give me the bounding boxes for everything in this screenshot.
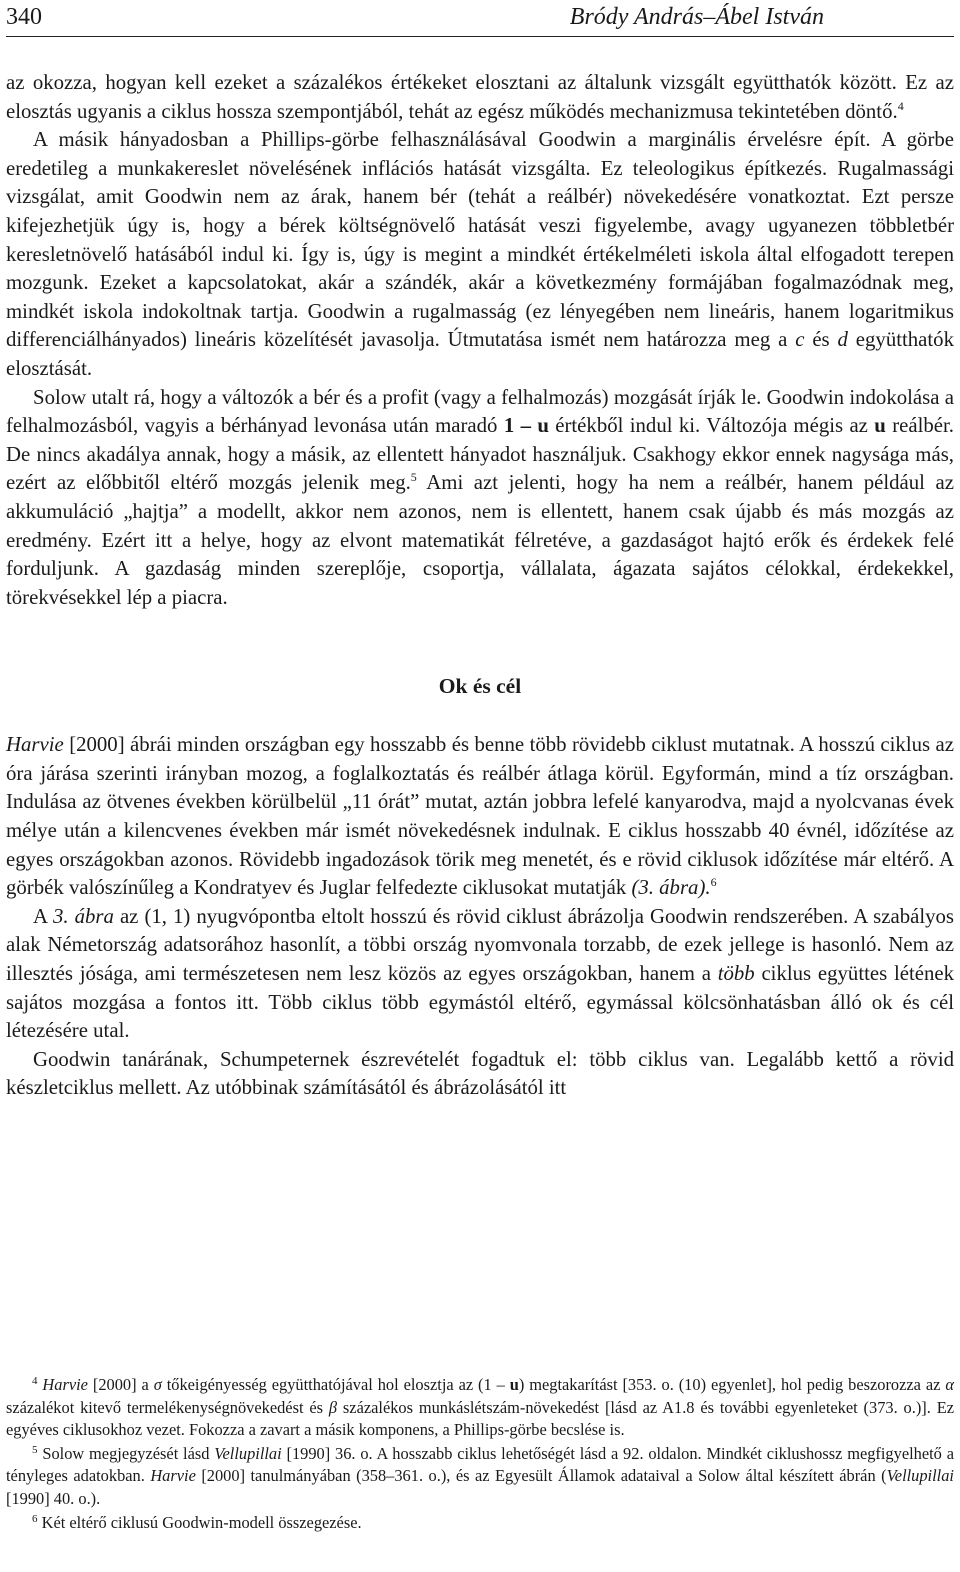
paragraph-text: ciklus együttes létének sajátos mozgása a fontos itt. Több ciklus több egymástól eltérő, egymással kölcsönhatásban álló ok és cél létezésére utal. bbox=[6, 962, 955, 1043]
footnote-number: 4 bbox=[32, 1375, 38, 1387]
body-text bbox=[6, 69, 954, 1103]
page-header bbox=[6, 0, 954, 37]
paragraph-text: [2000] ábrái minden országban egy hosszabb és benne több rövidebb ciklust mutatnak. A hosszú ciklus az óra járása szerinti irányban mozog, a foglalkoztatás és reálbér átlaga körül. Egyformán, mind a tíz országban. Indulása az ötvenes években körülbelül „11 órát” mutat, aztán jobbra lefelé kanyarodva, majd a nyolcvanas évek mélye után a kilencvenes években már ismét növekedésnek indulnak. E ciklus hosszabb 40 évnél, időzítése az egyes országokban azonos. Rövidebb ingadozások törik meg menetét, és e rövid ciklusok időzítése már eltérő. A görbék valószínűleg a Kondratyev és Juglar felfedezte ciklusokat mutatják bbox=[6, 733, 954, 900]
footnote-ref[interactable]: 5 bbox=[410, 470, 417, 485]
figure-reference[interactable]: (3. ábra). bbox=[631, 876, 711, 900]
footnote-5 bbox=[6, 1443, 954, 1511]
page bbox=[6, 0, 954, 1103]
page-number: 340 bbox=[6, 4, 42, 30]
paragraph bbox=[6, 69, 954, 126]
paragraph-text: reálbér. De nincs akadálya annak, hogy a másik, az ellentett hányadot használjuk. Csakhogy ekkor ennek nagysága más, ezért az előbbitől eltérő mozgás jelenik meg. bbox=[6, 414, 954, 495]
footnote-6 bbox=[6, 1512, 954, 1535]
footnote-text: Két eltérő ciklusú Goodwin-modell összegezése. bbox=[41, 1512, 362, 1532]
variable-d: d bbox=[837, 328, 848, 352]
running-title: Bródy András–Ábel István bbox=[569, 4, 824, 30]
paragraph-text: A bbox=[33, 904, 47, 928]
author-name: Harvie bbox=[42, 1375, 88, 1394]
figure-reference[interactable]: 3. ábra bbox=[52, 904, 114, 928]
paragraph-text: együtthatók elosztását. bbox=[6, 328, 954, 380]
footnote-number: 6 bbox=[32, 1512, 38, 1525]
paragraph bbox=[6, 731, 954, 903]
paragraph-text: A másik hányadosban a Phillips-görbe felhasználásával Goodwin a marginális érvelésre épít. A görbe eredetileg a munkakereslet növelésének inflációs hatását vizsgálta. Ez teleologikus építkezés. Rugalmassági vizsgálat, amit Goodwin nem az árak, hanem bér (tehát a reálbér) növekedésére vonatkoztat. Ezt persze kifejezhetjük úgy is, hogy a bérek költségnövelő hatását veszi figyelembe, avagy ugyanezen többletbér keresletnövelő hatásából indul ki. Így is, úgy is megint a mindkét értékelméleti iskola által elfogadott terepen mozgunk. Ezeket a kapcsolatokat, akár a szándék, akár a következmény formájában fogalmazódnak meg, mindkét iskola indokoltnak tartja. Goodwin a rugalmasság (ez lényegében nem lineáris, hanem logaritmikus differenciálhányados) lineáris közelítését javasolja. Útmutatása ismét nem határozza meg a bbox=[6, 128, 954, 352]
paragraph-text: értékből indul ki. Változója mégis az bbox=[555, 414, 868, 438]
paragraph-text: az okozza, hogyan kell ezeket a százalékos értékeket elosztani az általunk vizsgált együtthatók között. Ez az elosztás ugyanis a ciklus hossza szempontjából, tehát az egész működés mechanizmusa tekintetében döntő. bbox=[6, 71, 954, 123]
paragraph-text: Ami azt jelenti, hogy ha nem a reálbér, hanem például az akkumuláció „hajtja” a modellt, akkor nem azonos, nem is ellentett, hanem csak újabb és más mozgás az eredmény. Ezért itt a helye, hogy az elvont matematikát félretéve, a gazdaságot hajtó erők és érdekek felé forduljunk. A gazdaság minden szereplője, csoportja, vállalata, ágazata sajátos célokkal, érdekekkel, törekvésekkel lép a piacra. bbox=[6, 471, 954, 609]
footnote-text: [1990] 40. o.). bbox=[6, 1488, 101, 1508]
variable-u: u bbox=[509, 1375, 519, 1394]
paragraph bbox=[6, 126, 954, 383]
variable-c: c bbox=[795, 328, 805, 352]
footnote-text: százalékos munkáslétszám-növekedést [lásd az A1.8 és további egyenleteket (373. o.)]. Ez egyéves ciklusokhoz vezet. Fokozza a zavart a másik komponens, a Phillips-görbe becslése is. bbox=[6, 1397, 954, 1440]
paragraph-text: Solow utalt rá, hogy a változók a bér és a profit (vagy a felhalmozás) mozgását írják le. Goodwin indokolása a felhalmozásból, vagyis a bérhányad levonása után maradó bbox=[6, 385, 954, 438]
footnote-text: [1990] 36. o. A hosszabb ciklus lehetőségét lásd a 92. oldalon. Mindkét ciklushossz megfigyelhető a tényleges adatokban. bbox=[6, 1443, 954, 1486]
footnote-4 bbox=[6, 1374, 954, 1442]
paragraph bbox=[6, 384, 954, 613]
footnote-text: Solow megjegyzését lásd bbox=[42, 1443, 210, 1463]
author-name: Harvie bbox=[150, 1466, 196, 1486]
footnote-ref[interactable]: 4 bbox=[897, 98, 904, 113]
variable-u: u bbox=[874, 414, 886, 438]
footnote-text: százalékot kitevő termelékenységnövekedést és bbox=[6, 1397, 324, 1417]
paragraph-text: az (1, 1) nyugvópontba eltolt hosszú és rövid ciklust ábrázolja Goodwin rendszerében. A szabályos alak Németország adatsorához hasonlít, a többi ország nyomvonala torzabb, de ezek jellege is hasonló. Nem az illesztés jósága, ami természetesen nem lesz közös az egyes országokban, hanem a bbox=[6, 904, 955, 986]
footnote-text: [2000] tanulmányában (358–361. o.), és az Egyesült Államok adataival a Solow által készített ábrán ( bbox=[201, 1466, 887, 1486]
paragraph bbox=[6, 1046, 954, 1103]
author-name: Vellupillai bbox=[886, 1466, 954, 1486]
symbol-beta: β bbox=[328, 1397, 338, 1417]
emphasis: több bbox=[717, 962, 755, 986]
footnote-text: ) megtakarítást [353. o. (10) egyenlet], hol pedig beszorozza az bbox=[518, 1375, 941, 1394]
math-expression: 1 – u bbox=[503, 414, 549, 438]
paragraph bbox=[6, 903, 954, 1046]
author-name: Vellupillai bbox=[214, 1443, 282, 1463]
footnote-number: 5 bbox=[32, 1443, 38, 1456]
footnote-ref[interactable]: 6 bbox=[710, 875, 717, 890]
footnote-text: [2000] a bbox=[92, 1375, 149, 1394]
paragraph-text: és bbox=[812, 328, 830, 352]
symbol-alpha: α bbox=[945, 1375, 954, 1394]
author-name: Harvie bbox=[6, 733, 64, 757]
footnote-text: tőkeigényesség együtthatójával hol elosztja az (1 – bbox=[166, 1375, 505, 1394]
section-title: Ok és cél bbox=[438, 674, 522, 699]
paragraph-text: Goodwin tanárának, Schumpeternek észrevételét fogadtuk el: több ciklus van. Legalább kettő a rövid készletciklus mellett. Az utóbbinak számításától és ábrázolásától itt bbox=[6, 1047, 954, 1100]
symbol-sigma: σ bbox=[153, 1375, 162, 1394]
footnotes bbox=[6, 1374, 954, 1534]
